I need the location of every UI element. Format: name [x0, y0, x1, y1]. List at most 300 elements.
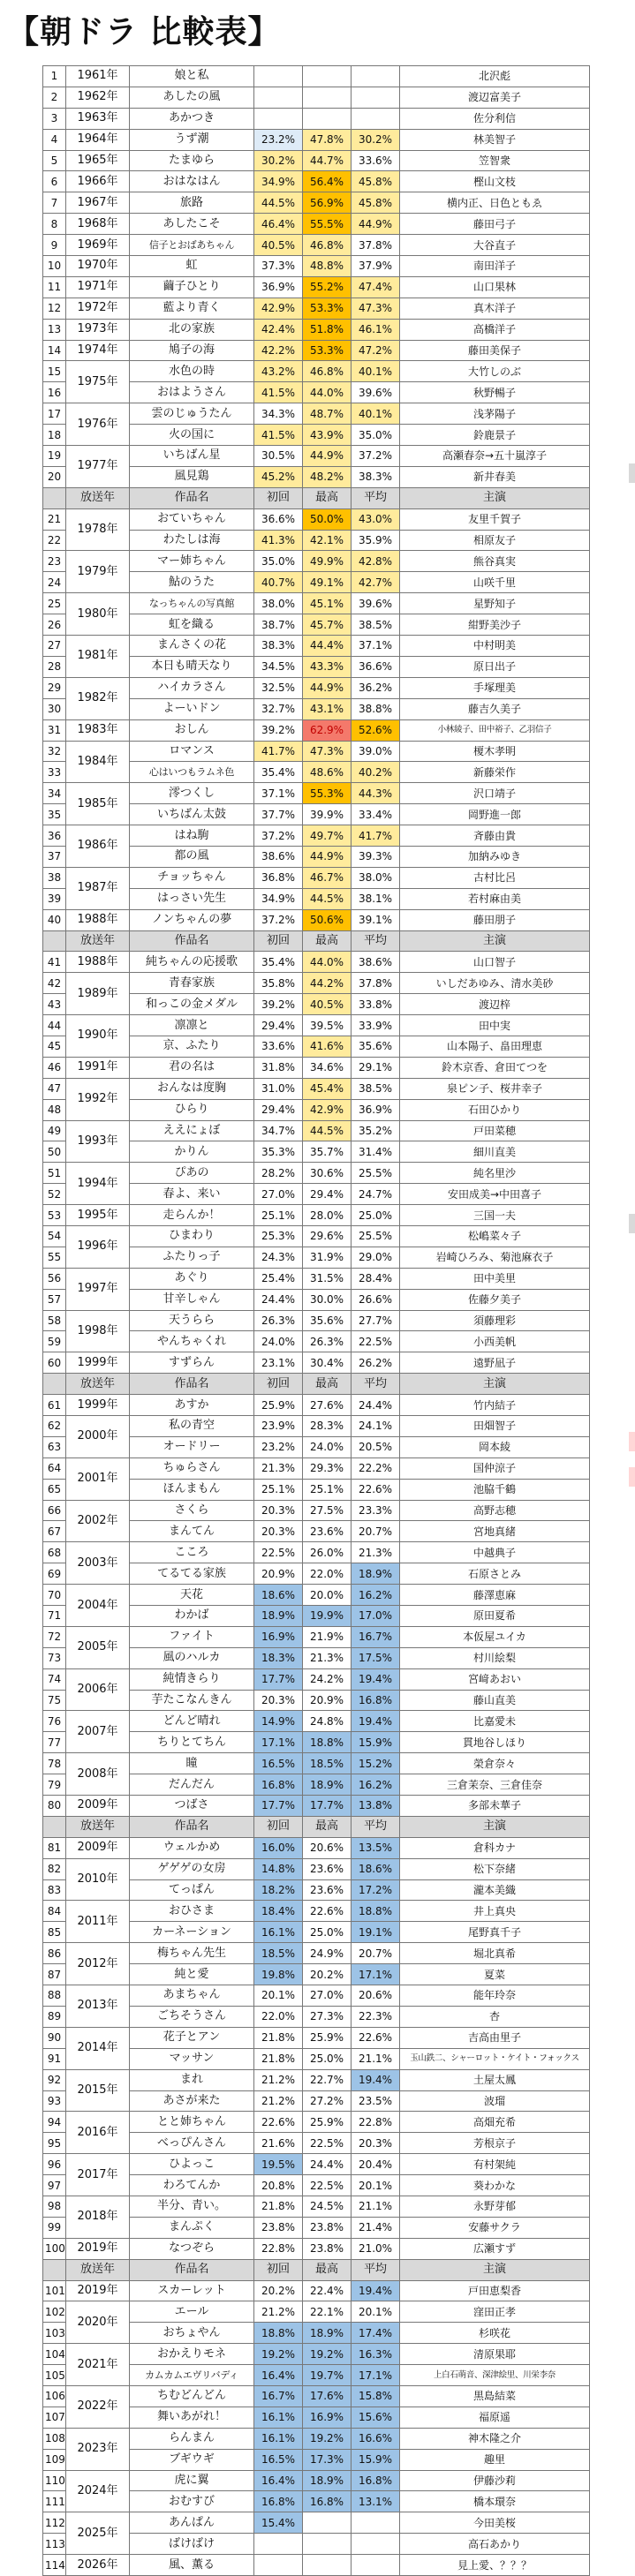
drama-title: 風のハルカ	[130, 1647, 254, 1668]
row-number: 69	[43, 1563, 66, 1585]
drama-title: カムカムエヴリバディ	[130, 2365, 254, 2386]
rating-avg: 20.3%	[352, 2133, 400, 2154]
rating-max: 23.6%	[303, 1879, 352, 1901]
row-number: 11	[43, 276, 66, 298]
table-row	[43, 2154, 590, 2175]
rating-avg: 38.6%	[352, 952, 400, 973]
rating-first: 42.4%	[254, 319, 303, 340]
rating-avg: 18.8%	[352, 1901, 400, 1922]
rating-max	[303, 66, 352, 87]
rating-avg: 23.3%	[352, 1500, 400, 1521]
rating-first: 25.3%	[254, 1225, 303, 1247]
rating-first: 33.6%	[254, 1036, 303, 1057]
rating-max: 28.3%	[303, 1416, 352, 1437]
drama-title: マー姉ちゃん	[130, 551, 254, 572]
rating-avg: 45.8%	[352, 192, 400, 214]
row-number: 27	[43, 636, 66, 657]
rating-avg: 20.1%	[352, 2175, 400, 2196]
rating-first: 25.9%	[254, 1395, 303, 1416]
rating-avg: 36.9%	[352, 1099, 400, 1120]
header-avg: 平均	[352, 930, 400, 952]
broadcast-year: 2003年	[66, 1542, 130, 1585]
drama-title: カーネーション	[130, 1922, 254, 1943]
table-row	[43, 150, 590, 171]
lead-cast: 福原遥	[400, 2407, 590, 2428]
drama-title: あしたこそ	[130, 214, 254, 235]
rating-avg: 33.4%	[352, 804, 400, 825]
rating-avg: 21.1%	[352, 2196, 400, 2217]
rating-avg: 17.1%	[352, 1964, 400, 1985]
rating-first: 31.8%	[254, 1057, 303, 1078]
row-number: 93	[43, 2090, 66, 2112]
drama-title: わたしは海	[130, 530, 254, 551]
broadcast-year: 2001年	[66, 1457, 130, 1500]
rating-avg: 36.2%	[352, 677, 400, 698]
row-number: 38	[43, 867, 66, 888]
table-row	[43, 66, 590, 87]
rating-first: 42.9%	[254, 298, 303, 319]
rating-first: 37.3%	[254, 256, 303, 277]
row-number: 21	[43, 508, 66, 530]
edge-mark	[629, 1467, 635, 1487]
lead-cast: 国仲涼子	[400, 1457, 590, 1479]
lead-cast: 伊藤沙莉	[400, 2470, 590, 2491]
broadcast-year: 2007年	[66, 1711, 130, 1753]
drama-title: あすか	[130, 1395, 254, 1416]
edge-mark	[629, 463, 635, 483]
rating-max: 22.1%	[303, 2301, 352, 2323]
table-row	[43, 973, 590, 994]
drama-title: おひさま	[130, 1901, 254, 1922]
broadcast-year: 2024年	[66, 2470, 130, 2512]
lead-cast: 藤田美保子	[400, 340, 590, 361]
drama-title: 京、ふたり	[130, 1036, 254, 1057]
row-number: 3	[43, 108, 66, 129]
drama-title: 藍より青く	[130, 298, 254, 319]
header-cast: 主演	[400, 1374, 590, 1395]
drama-title: なっちゃんの写真館	[130, 593, 254, 614]
drama-title: おんなは度胸	[130, 1078, 254, 1099]
rating-avg: 19.1%	[352, 1922, 400, 1943]
lead-cast: 小林綾子、田中裕子、乙羽信子	[400, 719, 590, 741]
header-max: 最高	[303, 487, 352, 508]
rating-first: 20.1%	[254, 1985, 303, 2007]
row-number: 98	[43, 2196, 66, 2217]
lead-cast: 須藤理彩	[400, 1310, 590, 1331]
rating-first: 16.4%	[254, 2365, 303, 2386]
lead-cast: 藤澤恵麻	[400, 1585, 590, 1606]
lead-cast: 紺野美沙子	[400, 614, 590, 636]
rating-avg: 35.2%	[352, 1120, 400, 1141]
broadcast-year: 1993年	[66, 1120, 130, 1163]
broadcast-year: 1964年	[66, 129, 130, 150]
rating-first	[254, 66, 303, 87]
rating-avg: 15.6%	[352, 2407, 400, 2428]
row-number: 6	[43, 171, 66, 192]
table-row	[43, 867, 590, 888]
row-number: 40	[43, 909, 66, 930]
rating-max: 19.2%	[303, 2428, 352, 2449]
table-row	[43, 129, 590, 150]
rating-max: 24.5%	[303, 2196, 352, 2217]
rating-avg: 31.4%	[352, 1141, 400, 1163]
rating-max: 18.9%	[303, 1774, 352, 1796]
page-title: 【朝ドラ 比較表】	[7, 14, 281, 50]
broadcast-year: 1987年	[66, 867, 130, 909]
rating-avg: 47.2%	[352, 340, 400, 361]
table-row	[43, 446, 590, 467]
lead-cast: 斉藤由貴	[400, 825, 590, 847]
row-number: 4	[43, 129, 66, 150]
row-number: 55	[43, 1247, 66, 1268]
rating-avg: 26.6%	[352, 1289, 400, 1310]
broadcast-year: 1976年	[66, 403, 130, 446]
broadcast-year: 1962年	[66, 87, 130, 108]
header-first: 初回	[254, 2259, 303, 2280]
broadcast-year: 1965年	[66, 150, 130, 171]
table-row	[43, 825, 590, 847]
rating-max: 22.5%	[303, 2133, 352, 2154]
rating-max: 44.5%	[303, 1120, 352, 1141]
rating-first: 32.5%	[254, 677, 303, 698]
lead-cast: 岡本綾	[400, 1436, 590, 1457]
rating-avg: 13.8%	[352, 1796, 400, 1817]
lead-cast: 土屋太鳳	[400, 2069, 590, 2090]
lead-cast: 瀧本美織	[400, 1879, 590, 1901]
lead-cast: 松下奈緒	[400, 1858, 590, 1879]
rating-max: 34.6%	[303, 1057, 352, 1078]
row-number: 47	[43, 1078, 66, 1099]
drama-title: 風見鶏	[130, 466, 254, 487]
rating-avg: 21.0%	[352, 2238, 400, 2259]
row-number: 82	[43, 1858, 66, 1879]
drama-title: ウェルかめ	[130, 1837, 254, 1858]
drama-title: 私の青空	[130, 1416, 254, 1437]
rating-avg: 19.4%	[352, 1711, 400, 1732]
row-number: 24	[43, 572, 66, 593]
rating-avg: 17.1%	[352, 2365, 400, 2386]
rating-avg: 20.7%	[352, 1521, 400, 1542]
rating-first: 34.9%	[254, 888, 303, 909]
drama-title: たまゆら	[130, 150, 254, 171]
rating-avg: 35.9%	[352, 530, 400, 551]
lead-cast: 安田成美→中田喜子	[400, 1184, 590, 1205]
lead-cast: 浅茅陽子	[400, 403, 590, 425]
drama-title: すずらん	[130, 1352, 254, 1374]
lead-cast: 玉山鉄二、シャーロット・ケイト・フォックス	[400, 2048, 590, 2069]
drama-title: あしたの風	[130, 87, 254, 108]
rating-first: 18.2%	[254, 1879, 303, 1901]
rating-max: 46.8%	[303, 361, 352, 382]
drama-title: 虹を織る	[130, 614, 254, 636]
row-number: 108	[43, 2428, 66, 2449]
rating-first: 17.7%	[254, 1668, 303, 1690]
drama-title: 君の名は	[130, 1057, 254, 1078]
lead-cast: 高橋洋子	[400, 319, 590, 340]
broadcast-year: 2016年	[66, 2112, 130, 2154]
broadcast-year: 2019年	[66, 2280, 130, 2301]
broadcast-year: 2008年	[66, 1753, 130, 1796]
rating-first: 21.2%	[254, 2301, 303, 2323]
broadcast-year: 2023年	[66, 2428, 130, 2470]
lead-cast: 石田ひかり	[400, 1099, 590, 1120]
rating-max: 48.2%	[303, 466, 352, 487]
rating-avg: 16.7%	[352, 1626, 400, 1647]
lead-cast: 池脇千鶴	[400, 1479, 590, 1500]
rating-max	[303, 2555, 352, 2576]
drama-title: つばさ	[130, 1796, 254, 1817]
header-year: 放送年	[66, 2259, 130, 2280]
table-row	[43, 403, 590, 425]
header-max: 最高	[303, 1816, 352, 1837]
lead-cast: 友里千賀子	[400, 508, 590, 530]
table-row	[43, 677, 590, 698]
rating-first: 17.7%	[254, 1796, 303, 1817]
rating-max: 46.7%	[303, 867, 352, 888]
drama-title: まんさくの花	[130, 636, 254, 657]
rating-max: 55.5%	[303, 214, 352, 235]
rating-max: 39.5%	[303, 1015, 352, 1036]
row-number: 101	[43, 2280, 66, 2301]
drama-title: ひらり	[130, 1099, 254, 1120]
row-number: 59	[43, 1331, 66, 1352]
row-number: 45	[43, 1036, 66, 1057]
lead-cast: 相原友子	[400, 530, 590, 551]
broadcast-year: 1986年	[66, 825, 130, 868]
drama-title: 和っこの金メダル	[130, 994, 254, 1015]
rating-avg: 47.3%	[352, 298, 400, 319]
lead-cast: 吉高由里子	[400, 2027, 590, 2048]
rating-max: 45.7%	[303, 614, 352, 636]
table-row	[43, 2470, 590, 2491]
table-row	[43, 361, 590, 382]
rating-max: 47.8%	[303, 129, 352, 150]
rating-first: 37.2%	[254, 825, 303, 847]
drama-title: スカーレット	[130, 2280, 254, 2301]
rating-avg: 44.3%	[352, 783, 400, 804]
row-number: 113	[43, 2534, 66, 2555]
rating-first: 18.3%	[254, 1647, 303, 1668]
drama-title: おむすび	[130, 2491, 254, 2512]
drama-title: おしん	[130, 719, 254, 741]
rating-max: 40.5%	[303, 994, 352, 1015]
rating-first: 16.4%	[254, 2470, 303, 2491]
lead-cast: 大谷直子	[400, 235, 590, 256]
drama-title: 純ちゃんの応援歌	[130, 952, 254, 973]
lead-cast: 藤吉久美子	[400, 698, 590, 719]
drama-title: 凛凛と	[130, 1015, 254, 1036]
table-row	[43, 1985, 590, 2007]
rating-max: 27.2%	[303, 2090, 352, 2112]
table-row	[43, 340, 590, 361]
rating-avg: 19.4%	[352, 1668, 400, 1690]
broadcast-year: 1975年	[66, 361, 130, 403]
header-max: 最高	[303, 930, 352, 952]
table-row	[43, 2344, 590, 2365]
rating-max: 25.0%	[303, 2048, 352, 2069]
broadcast-year: 2015年	[66, 2069, 130, 2112]
broadcast-year: 1994年	[66, 1163, 130, 1205]
rating-first: 36.6%	[254, 508, 303, 530]
drama-title: あさが来た	[130, 2090, 254, 2112]
row-number: 100	[43, 2238, 66, 2259]
rating-first: 16.7%	[254, 2385, 303, 2407]
rating-max: 23.6%	[303, 1521, 352, 1542]
drama-title: 甘辛しゃん	[130, 1289, 254, 1310]
header-row	[43, 487, 590, 508]
broadcast-year: 1974年	[66, 340, 130, 361]
drama-title: 半分、青い。	[130, 2196, 254, 2217]
lead-cast: 細川直美	[400, 1141, 590, 1163]
rating-first: 16.1%	[254, 2428, 303, 2449]
table-row	[43, 1837, 590, 1858]
rating-max: 44.9%	[303, 846, 352, 867]
lead-cast: 榎木孝明	[400, 741, 590, 762]
drama-title: てっぱん	[130, 1879, 254, 1901]
rating-max: 24.4%	[303, 2154, 352, 2175]
lead-cast: 佐藤夕美子	[400, 1289, 590, 1310]
table-row	[43, 2428, 590, 2449]
rating-max: 28.0%	[303, 1205, 352, 1226]
rating-max: 49.7%	[303, 825, 352, 847]
table-row	[43, 1796, 590, 1817]
rating-avg: 25.5%	[352, 1225, 400, 1247]
drama-title: べっぴんさん	[130, 2133, 254, 2154]
rating-max: 25.9%	[303, 2112, 352, 2133]
row-number: 43	[43, 994, 66, 1015]
rating-avg: 22.2%	[352, 1457, 400, 1479]
rating-avg: 24.4%	[352, 1395, 400, 1416]
rating-first: 19.5%	[254, 2154, 303, 2175]
lead-cast: 三国一夫	[400, 1205, 590, 1226]
rating-max: 44.2%	[303, 973, 352, 994]
rating-max: 35.6%	[303, 1310, 352, 1331]
rating-max: 21.9%	[303, 1626, 352, 1647]
drama-title: ぴあの	[130, 1163, 254, 1184]
rating-max: 16.8%	[303, 2491, 352, 2512]
rating-first: 23.8%	[254, 2217, 303, 2238]
drama-title: 純情きらり	[130, 1668, 254, 1690]
table-row	[43, 719, 590, 741]
lead-cast: 手塚理美	[400, 677, 590, 698]
rating-max: 27.6%	[303, 1395, 352, 1416]
broadcast-year: 2014年	[66, 2027, 130, 2069]
row-number: 1	[43, 66, 66, 87]
header-row	[43, 930, 590, 952]
lead-cast: 原田夏希	[400, 1606, 590, 1627]
lead-cast: 岡野進一郎	[400, 804, 590, 825]
rating-max: 26.0%	[303, 1542, 352, 1563]
drama-title: 芋たこなんきん	[130, 1690, 254, 1711]
rating-avg: 17.4%	[352, 2323, 400, 2344]
lead-cast: 横内正、日色ともゑ	[400, 192, 590, 214]
rating-avg: 13.5%	[352, 1837, 400, 1858]
table-row	[43, 214, 590, 235]
lead-cast: 杉咲花	[400, 2323, 590, 2344]
broadcast-year: 2020年	[66, 2301, 130, 2344]
rating-first: 27.0%	[254, 1184, 303, 1205]
row-number: 78	[43, 1753, 66, 1774]
rating-avg: 40.1%	[352, 361, 400, 382]
rating-avg: 28.4%	[352, 1268, 400, 1289]
row-number: 29	[43, 677, 66, 698]
broadcast-year: 1970年	[66, 256, 130, 277]
drama-title: ちりとてちん	[130, 1732, 254, 1753]
rating-max: 29.3%	[303, 1457, 352, 1479]
header-row	[43, 1374, 590, 1395]
rating-first: 35.4%	[254, 952, 303, 973]
broadcast-year: 1973年	[66, 319, 130, 340]
drama-title: あんぱん	[130, 2512, 254, 2534]
rating-first: 21.2%	[254, 2090, 303, 2112]
lead-cast: 芳根京子	[400, 2133, 590, 2154]
lead-cast: 倉科カナ	[400, 1837, 590, 1858]
drama-title: 瞳	[130, 1753, 254, 1774]
rating-avg: 22.8%	[352, 2112, 400, 2133]
rating-first: 34.7%	[254, 1120, 303, 1141]
rating-first: 41.3%	[254, 530, 303, 551]
row-number: 68	[43, 1542, 66, 1563]
table-row	[43, 1457, 590, 1479]
rating-avg: 37.2%	[352, 446, 400, 467]
broadcast-year: 1967年	[66, 192, 130, 214]
header-avg: 平均	[352, 487, 400, 508]
lead-cast: 山口智子	[400, 952, 590, 973]
broadcast-year: 1988年	[66, 952, 130, 973]
lead-cast: 波瑠	[400, 2090, 590, 2112]
rating-max: 56.9%	[303, 192, 352, 214]
row-number: 92	[43, 2069, 66, 2090]
broadcast-year: 2022年	[66, 2385, 130, 2428]
rating-avg: 22.6%	[352, 2027, 400, 2048]
lead-cast: 新藤栄作	[400, 762, 590, 783]
row-number: 30	[43, 698, 66, 719]
rating-max: 26.3%	[303, 1331, 352, 1352]
rating-avg: 18.6%	[352, 1858, 400, 1879]
table-row	[43, 2555, 590, 2576]
drama-title: ばけばけ	[130, 2534, 254, 2555]
rating-max: 22.0%	[303, 1563, 352, 1585]
broadcast-year: 2026年	[66, 2555, 130, 2576]
row-number: 26	[43, 614, 66, 636]
rating-first: 16.1%	[254, 2407, 303, 2428]
rating-max: 23.6%	[303, 1858, 352, 1879]
header-first: 初回	[254, 1816, 303, 1837]
rating-max	[303, 2534, 352, 2555]
drama-title: てるてる家族	[130, 1563, 254, 1585]
lead-cast: 貫地谷しほり	[400, 1732, 590, 1753]
row-number: 50	[43, 1141, 66, 1163]
drama-title: 天うらら	[130, 1310, 254, 1331]
rating-first: 20.3%	[254, 1521, 303, 1542]
table-row	[43, 1205, 590, 1226]
rating-max: 44.7%	[303, 150, 352, 171]
header-cast: 主演	[400, 487, 590, 508]
rating-first: 43.2%	[254, 361, 303, 382]
rating-max: 27.5%	[303, 1500, 352, 1521]
rating-first: 44.5%	[254, 192, 303, 214]
row-number: 114	[43, 2555, 66, 2576]
broadcast-year: 1999年	[66, 1395, 130, 1416]
row-number: 61	[43, 1395, 66, 1416]
broadcast-year: 2009年	[66, 1796, 130, 1817]
table-row	[43, 741, 590, 762]
rating-avg: 37.8%	[352, 973, 400, 994]
lead-cast: 渡辺梓	[400, 994, 590, 1015]
table-row	[43, 1268, 590, 1289]
drama-title: おはようさん	[130, 382, 254, 403]
rating-max: 44.4%	[303, 636, 352, 657]
